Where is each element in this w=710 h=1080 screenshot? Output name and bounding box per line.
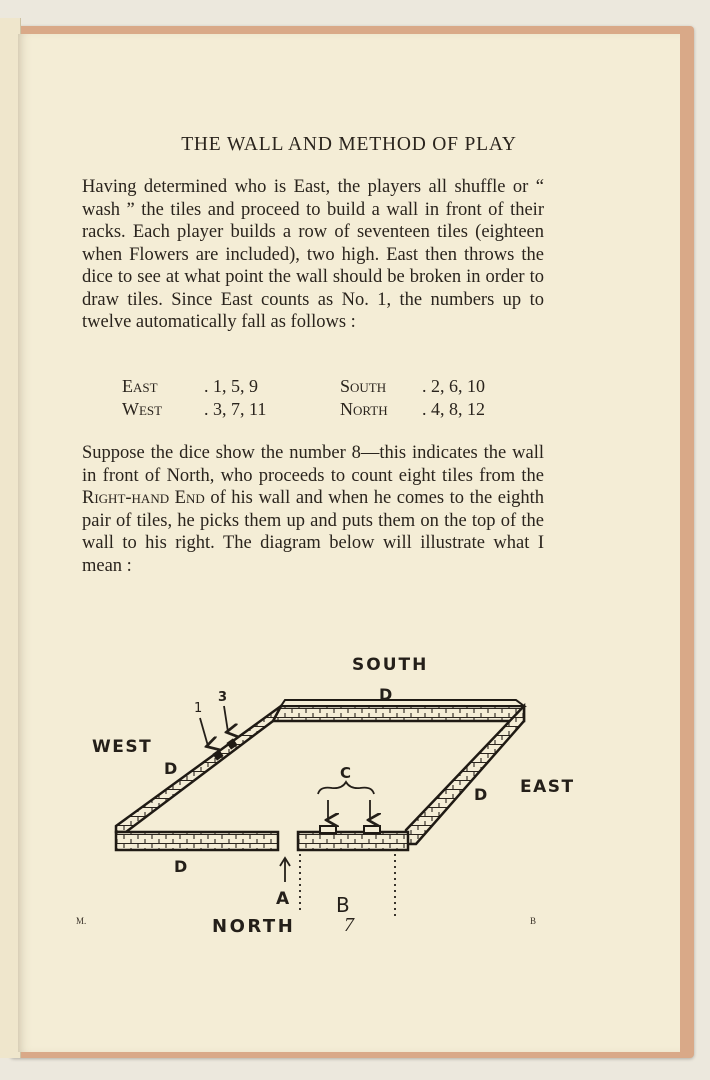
- label-d-bottom: D: [174, 857, 188, 876]
- wall-east: [406, 706, 524, 844]
- label-num3: 3: [218, 690, 228, 705]
- label-a: A: [276, 889, 290, 909]
- label-west: WEST: [92, 737, 153, 757]
- signature-mark-right: B: [530, 916, 537, 926]
- label-b: B: [336, 893, 350, 917]
- label-north: NORTH: [212, 916, 296, 937]
- paragraph-1: [82, 176, 544, 334]
- paragraph-1-number: 1: [377, 289, 387, 310]
- book-page: [18, 34, 680, 1052]
- paragraph-2-text: Suppose the dice show the number 8—this indicates the wall in front of North, who proceeds to count eight tiles from the: [82, 443, 544, 486]
- seat-name: East: [122, 376, 158, 396]
- paragraph-1-text: Having determined who is East, the players all shuffle or “ wash ” the tiles and proceed to build a wall in front of their racks. Each player builds a row of seventeen tiles (eighteen when Flowers are included), two high. East then throws the dice to see at what point the wall should be broken in order to draw tiles. Since East counts as No.: [82, 177, 544, 310]
- wall-diagram: [68, 614, 575, 937]
- label-d-top: D: [379, 685, 393, 704]
- paragraph-2: [82, 442, 544, 577]
- wall-west: [116, 706, 281, 832]
- wall-south-top: [281, 700, 524, 706]
- wall-north-left: [116, 832, 278, 850]
- signature-mark-left: M.: [76, 916, 87, 926]
- lifted-tile: [320, 826, 336, 833]
- label-d-right: D: [474, 785, 488, 804]
- seat-name: West: [122, 398, 163, 419]
- label-d-left: D: [164, 759, 178, 778]
- seat-number-table: [122, 375, 542, 420]
- right-hand-end-term: Right-hand End: [82, 488, 205, 508]
- label-east: EAST: [520, 777, 575, 797]
- arrow-1: [200, 718, 208, 746]
- seat-name: North: [340, 398, 388, 419]
- seat-numbers: . 4, 8, 12: [422, 398, 485, 419]
- seat-numbers: . 1, 5, 9: [204, 376, 258, 396]
- label-num1: 1: [194, 701, 203, 716]
- arrow-3: [224, 706, 228, 732]
- lifted-tile: [364, 826, 380, 833]
- seat-name: South: [340, 376, 387, 396]
- page-title: THE WALL AND METHOD OF PLAY: [181, 134, 517, 155]
- wall-north-right: [298, 832, 408, 850]
- paragraph-2-text-end: of his wall and when he comes to the eighth pair of tiles, he picks them up and puts them on the top of the wall to his right. The diagram below will illustrate what I mean :: [82, 488, 544, 576]
- table-row: [122, 398, 542, 421]
- seat-numbers: . 2, 6, 10: [422, 376, 485, 396]
- wall-south: [273, 706, 524, 721]
- seat-numbers: . 3, 7, 11: [204, 398, 267, 419]
- page-number: 7: [344, 914, 354, 936]
- label-south: SOUTH: [352, 655, 429, 675]
- label-c: C: [340, 764, 352, 782]
- table-row: [122, 375, 542, 398]
- brace-c: [318, 782, 374, 794]
- paragraph-1-text-end: , the numbers up to twelve automatically fall as follows :: [82, 289, 544, 332]
